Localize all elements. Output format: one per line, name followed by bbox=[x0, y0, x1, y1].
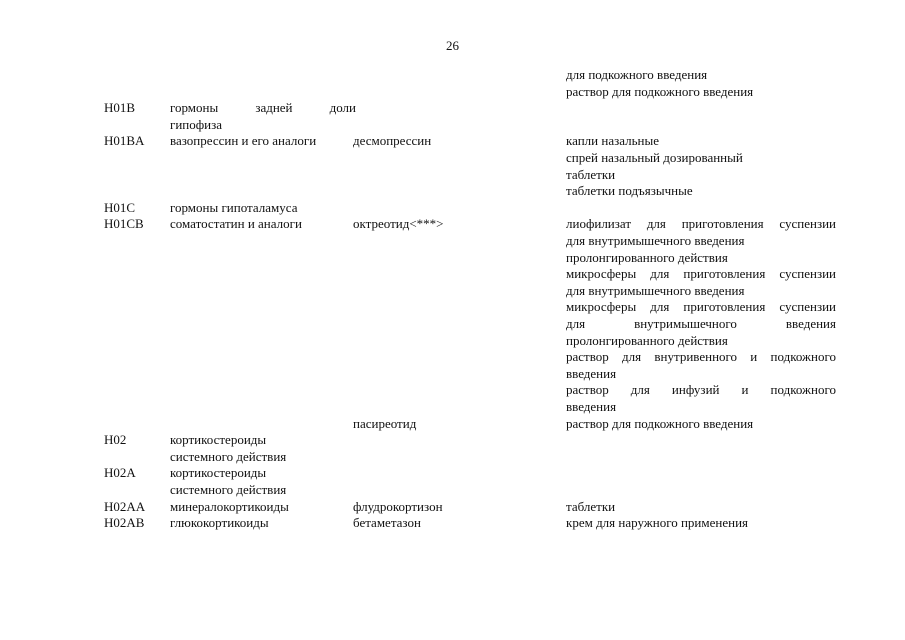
dosage-form-line: пролонгированного действия bbox=[566, 249, 728, 265]
dosage-form-line: таблетки подъязычные bbox=[566, 183, 693, 199]
table-row bbox=[104, 465, 844, 498]
dosage-form-line: спрей назальный дозированный bbox=[566, 149, 743, 165]
group-line: системного действия bbox=[170, 481, 287, 497]
atc-code: H01CB bbox=[104, 216, 144, 232]
table-row bbox=[104, 100, 844, 133]
drug-name: бетаметазон bbox=[353, 515, 421, 531]
dosage-form-line: введения bbox=[566, 398, 617, 414]
group-line: кортикостероиды bbox=[170, 432, 267, 448]
anatomical-group bbox=[170, 133, 356, 150]
dosage-form-line: капли назальные bbox=[566, 133, 659, 149]
drug-name: пасиреотид bbox=[353, 415, 417, 431]
atc-code: H02 bbox=[104, 432, 127, 448]
group-line: минералокортикоиды bbox=[170, 498, 289, 514]
dosage-form-line: таблетки bbox=[566, 166, 616, 182]
anatomical-group bbox=[170, 216, 356, 233]
drug-name: флудрокортизон bbox=[353, 498, 443, 514]
group-line: кортикостероиды bbox=[170, 465, 267, 481]
group-line: гормоны гипоталамуса bbox=[170, 199, 298, 215]
table-row bbox=[104, 416, 844, 433]
table-row bbox=[104, 432, 844, 465]
group-line: системного действия bbox=[170, 448, 287, 464]
group-line: соматостатин и аналоги bbox=[170, 216, 302, 232]
dosage-forms bbox=[566, 499, 836, 516]
dosage-form-line: раствор для подкожного введения bbox=[566, 83, 754, 99]
table-row bbox=[104, 515, 844, 532]
table-row bbox=[104, 200, 844, 217]
anatomical-group bbox=[170, 200, 356, 217]
anatomical-group bbox=[170, 432, 356, 465]
anatomical-group bbox=[170, 465, 356, 498]
page-number: 26 bbox=[446, 38, 459, 53]
anatomical-group bbox=[170, 515, 356, 532]
dosage-form-line: лиофилизат для приготовления суспензии bbox=[566, 216, 836, 232]
atc-code: H02A bbox=[104, 465, 136, 481]
dosage-form-line: раствор для инфузий и подкожного bbox=[566, 382, 836, 398]
dosage-form-line: микросферы для приготовления суспензии bbox=[566, 299, 836, 315]
dosage-form-line: для внутримышечного введения bbox=[566, 315, 836, 331]
table-row bbox=[104, 133, 844, 199]
dosage-forms bbox=[566, 67, 836, 100]
table-row bbox=[104, 499, 844, 516]
dosage-form-line: для внутримышечного введения bbox=[566, 232, 745, 248]
dosage-form-line: раствор для подкожного введения bbox=[566, 415, 754, 431]
dosage-form-line: микросферы для приготовления суспензии bbox=[566, 266, 836, 282]
atc-code: H01BA bbox=[104, 133, 145, 149]
dosage-forms bbox=[566, 416, 836, 433]
dosage-forms bbox=[566, 133, 836, 199]
dosage-forms bbox=[566, 216, 836, 415]
dosage-form-line: раствор для внутривенного и подкожного bbox=[566, 349, 836, 365]
dosage-form-line: для внутримышечного введения bbox=[566, 282, 745, 298]
drug-name: десмопрессин bbox=[353, 133, 432, 149]
group-line: гипофиза bbox=[170, 116, 223, 132]
drug-name: октреотид<***> bbox=[353, 216, 444, 232]
dosage-form-line: крем для наружного применения bbox=[566, 515, 749, 531]
anatomical-group bbox=[170, 499, 356, 516]
dosage-form-line: пролонгированного действия bbox=[566, 332, 728, 348]
dosage-form-line: введения bbox=[566, 365, 617, 381]
atc-code: H02AB bbox=[104, 515, 145, 531]
group-line: глюкокортикоиды bbox=[170, 515, 269, 531]
atc-code: H01C bbox=[104, 199, 136, 215]
dosage-form-line: таблетки bbox=[566, 498, 616, 514]
group-line: гормоны задней доли bbox=[170, 100, 356, 116]
group-line: вазопрессин и его аналоги bbox=[170, 133, 317, 149]
drug-table bbox=[104, 67, 844, 532]
dosage-form-line: для подкожного введения bbox=[566, 67, 708, 82]
table-row bbox=[104, 216, 844, 415]
anatomical-group bbox=[170, 100, 356, 133]
dosage-forms bbox=[566, 515, 836, 532]
atc-code: H01B bbox=[104, 100, 136, 116]
atc-code: H02AA bbox=[104, 498, 146, 514]
table-row bbox=[104, 67, 844, 100]
